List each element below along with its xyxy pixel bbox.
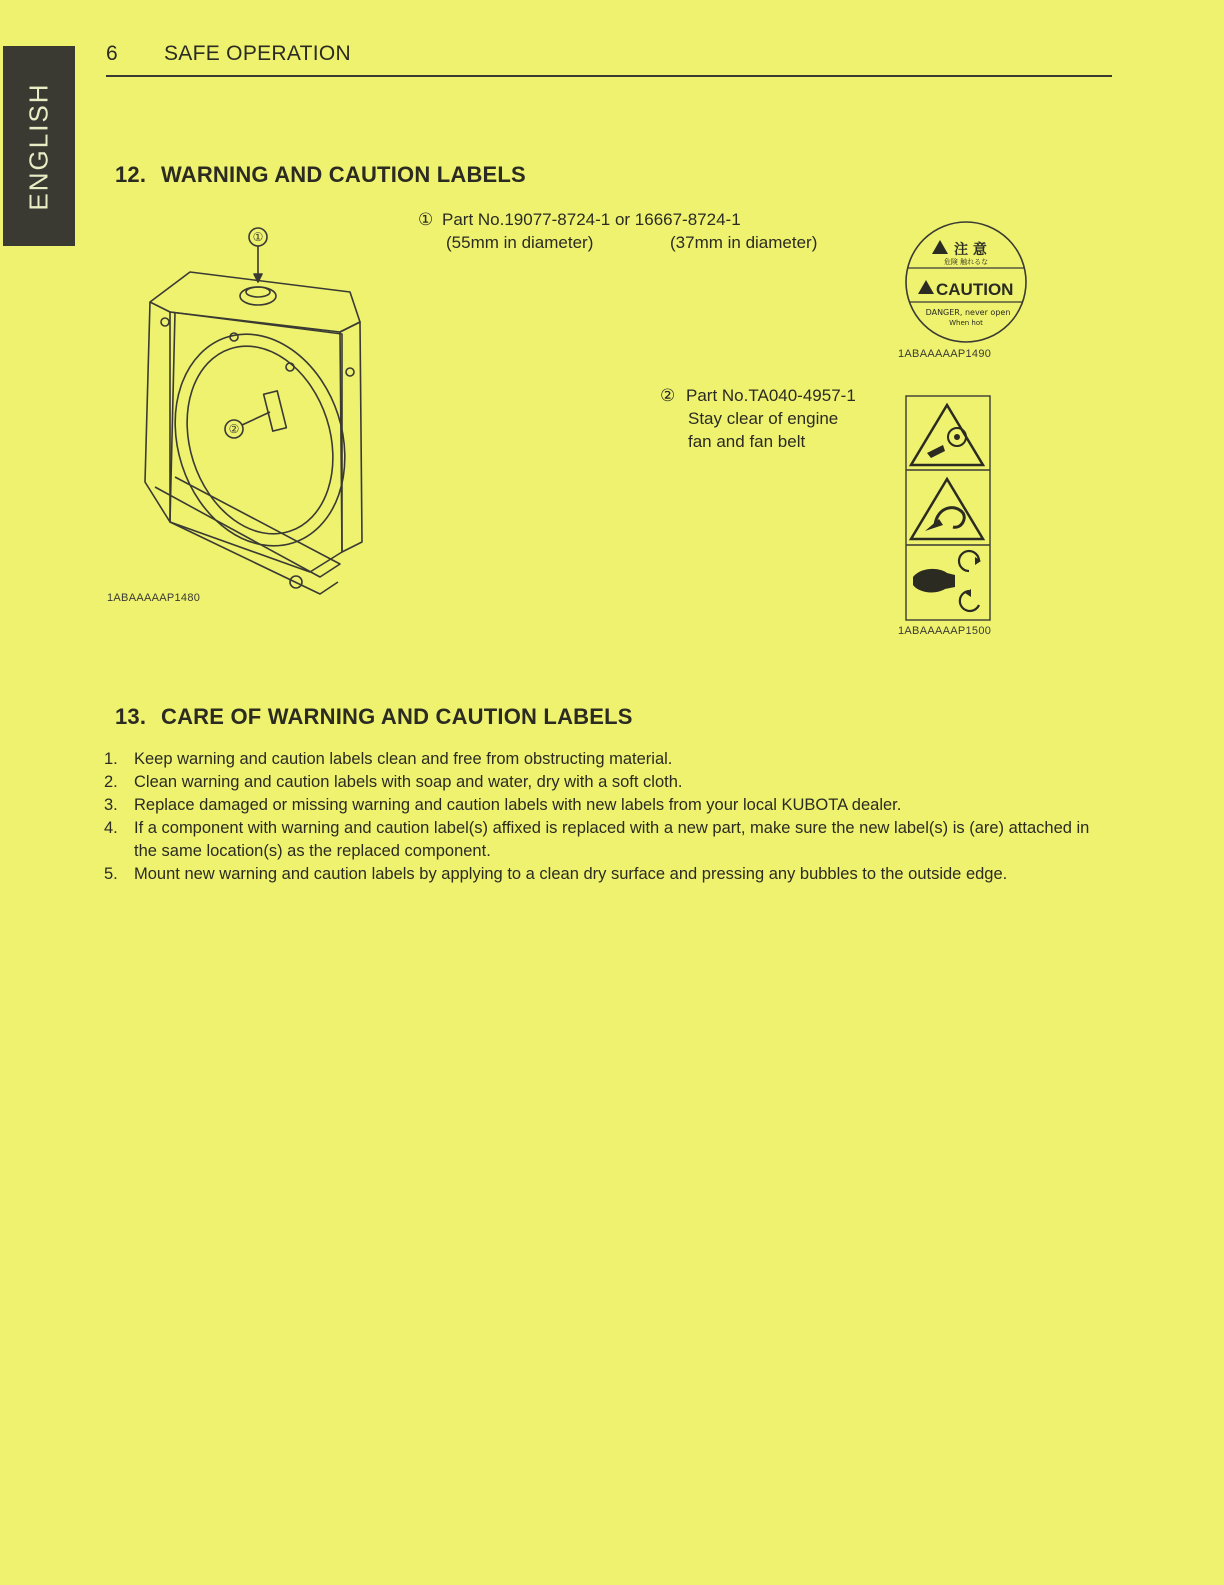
- fan-blade-warning-icon: [911, 405, 983, 465]
- list-item-text: Mount new warning and caution labels by applying to a clean dry surface and pressing any bubbles to the outside edge.: [134, 865, 1008, 883]
- list-item-text: Keep warning and caution labels clean and free from obstructing material.: [134, 750, 673, 768]
- care-instructions-list: [104, 748, 1114, 886]
- list-item-number: 5.: [104, 865, 118, 883]
- section-12-number: 12.: [115, 162, 147, 187]
- part-1-description: [418, 208, 817, 254]
- list-item-number: 2.: [104, 773, 118, 791]
- list-item-number: 3.: [104, 796, 118, 814]
- language-tab: [3, 46, 75, 246]
- section-13-number: 13.: [115, 704, 147, 729]
- section-13-title: CARE OF WARNING AND CAUTION LABELS: [161, 704, 633, 729]
- list-item: [104, 771, 1114, 794]
- part-2-marker: ②: [660, 386, 676, 405]
- header-rule: [106, 75, 1112, 77]
- callout-2-text: ②: [228, 422, 240, 436]
- list-item-text: Replace damaged or missing warning and caution labels with new labels from your local KUBOTA dealer.: [134, 796, 902, 814]
- list-item: [104, 863, 1114, 886]
- list-item: [104, 748, 1114, 771]
- warning-triangle-icon: [932, 240, 948, 254]
- warning-triangle-icon-2: [918, 280, 934, 294]
- section-13-heading: [115, 704, 633, 730]
- figure-code-caution: 1ABAAAAAP1490: [898, 348, 992, 360]
- part-1-number: Part No.19077-8724-1 or 16667-8724-1: [442, 210, 741, 229]
- part-2-description: [660, 384, 856, 453]
- part-2-line-2: Stay clear of engine: [688, 409, 839, 428]
- hand-near-belt-icon: [913, 551, 981, 611]
- figure-code-radiator: 1ABAAAAAP1480: [107, 592, 201, 604]
- list-item-text: If a component with warning and caution label(s) affixed is replaced with a new part, make sure the new label(s) is (are) attached in the same location(s) as the replaced component.: [134, 819, 1090, 860]
- caution-label-main: CAUTION: [936, 280, 1014, 299]
- part-2-line-3: fan and fan belt: [688, 432, 806, 451]
- page-number: 6: [106, 42, 118, 65]
- figure-code-fan: 1ABAAAAAP1500: [898, 625, 992, 637]
- list-item-number: 1.: [104, 750, 118, 768]
- part-1-size-37: (37mm in diameter): [670, 233, 818, 252]
- part-1-size-55: (55mm in diameter): [446, 233, 594, 252]
- section-12-title: WARNING AND CAUTION LABELS: [161, 162, 526, 187]
- list-item-number: 4.: [104, 819, 118, 837]
- caution-label-small-1: DANGER, never open: [925, 308, 1011, 317]
- caution-label-jp-title: 注 意: [954, 242, 987, 258]
- callout-2-leader: [242, 412, 270, 425]
- caution-label-jp-sub: 危険 触れるな: [943, 258, 989, 266]
- caution-label-circle: [902, 218, 1032, 348]
- fan-warning-label: [905, 395, 991, 623]
- radiator-frame: [170, 312, 342, 572]
- caution-label-small-2: When hot: [949, 319, 983, 327]
- fan-shroud: [149, 312, 372, 568]
- part-2-number: Part No.TA040-4957-1: [686, 386, 856, 405]
- belt-entanglement-warning-icon: [911, 479, 983, 539]
- fan-label-spot: [264, 391, 287, 431]
- page-header-title: SAFE OPERATION: [164, 42, 352, 65]
- section-12-heading: [115, 162, 526, 188]
- list-item: [104, 817, 1114, 863]
- part-1-marker: ①: [418, 210, 434, 229]
- radiator-illustration: [110, 222, 410, 602]
- callout-1-text: ①: [252, 230, 264, 244]
- list-item-text: Clean warning and caution labels with soap and water, dry with a soft cloth.: [134, 773, 683, 791]
- language-tab-label: ENGLISH: [23, 81, 54, 211]
- filler-cap-icon: [240, 287, 276, 305]
- list-item: [104, 794, 1114, 817]
